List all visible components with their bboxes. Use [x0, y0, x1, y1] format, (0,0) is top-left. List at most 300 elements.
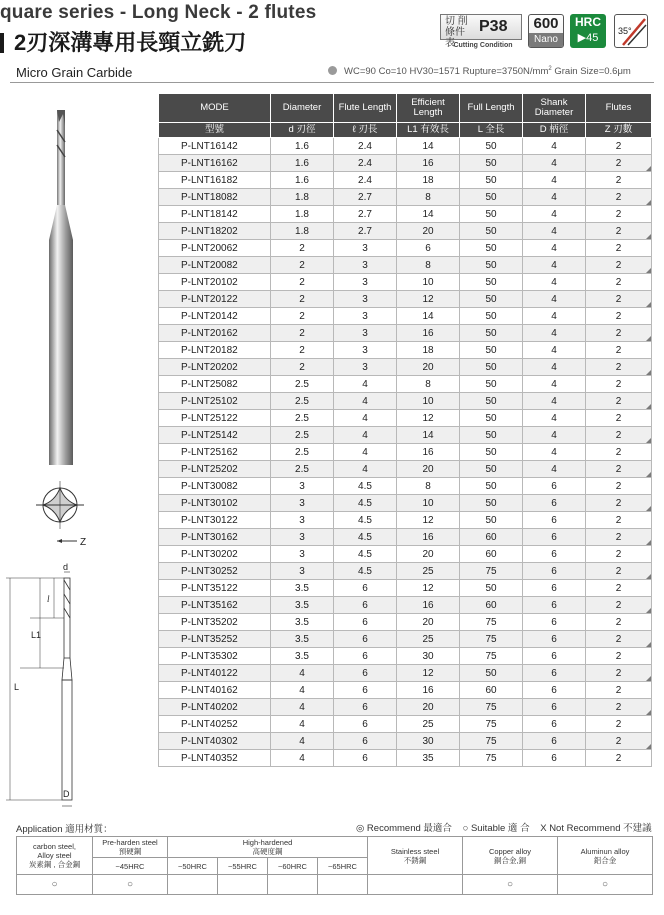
cutting-condition-code: P38 [479, 18, 508, 35]
cell-flutes: 2 [586, 546, 652, 563]
spec-table [158, 93, 652, 767]
cell-diameter: 2.5 [271, 427, 334, 444]
cell-efficient-length: 35 [397, 750, 460, 767]
cell-flutes: 2 [586, 342, 652, 359]
cell-model: P-LNT40162 [159, 682, 271, 699]
cell-full-length: 50 [460, 393, 523, 410]
cell-diameter: 3.5 [271, 614, 334, 631]
cell-shank-diameter: 4 [523, 257, 586, 274]
cell-model: P-LNT18082 [159, 189, 271, 206]
app-mark-65hrc [318, 875, 368, 895]
table-row [159, 291, 652, 308]
cell-efficient-length: 30 [397, 648, 460, 665]
cell-shank-diameter: 4 [523, 376, 586, 393]
cell-full-length: 50 [460, 410, 523, 427]
cell-diameter: 2 [271, 342, 334, 359]
cell-full-length: 75 [460, 750, 523, 767]
cell-efficient-length: 18 [397, 172, 460, 189]
cell-shank-diameter: 6 [523, 478, 586, 495]
cell-efficient-length: 16 [397, 155, 460, 172]
cell-model: P-LNT16142 [159, 138, 271, 155]
cell-full-length: 75 [460, 648, 523, 665]
cell-shank-diameter: 6 [523, 631, 586, 648]
cell-shank-diameter: 6 [523, 512, 586, 529]
cell-diameter: 2.5 [271, 376, 334, 393]
cell-flutes: 2 [586, 393, 652, 410]
cell-flutes: 2 [586, 325, 652, 342]
cell-diameter: 2 [271, 308, 334, 325]
cell-model: P-LNT40122 [159, 665, 271, 682]
cell-flutes: 2 [586, 206, 652, 223]
header-zh-flute-length: ℓ 刃長 [334, 123, 397, 138]
cell-diameter: 2 [271, 274, 334, 291]
cell-full-length: 75 [460, 631, 523, 648]
table-row [159, 172, 652, 189]
cell-flutes: 2 [586, 444, 652, 461]
cell-shank-diameter: 4 [523, 189, 586, 206]
app-col-high-hardened [168, 837, 368, 858]
table-row [159, 342, 652, 359]
nano-coating-label: Nano [529, 33, 563, 47]
cell-efficient-length: 14 [397, 138, 460, 155]
cell-shank-diameter: 6 [523, 546, 586, 563]
app-copper-2: 銅合金,銅 [493, 855, 527, 865]
spec-note-tail: Grain Size=0.6μm [551, 66, 631, 78]
cell-shank-diameter: 4 [523, 308, 586, 325]
table-row [159, 546, 652, 563]
cell-flute-length: 6 [334, 631, 397, 648]
cell-efficient-length: 16 [397, 597, 460, 614]
hrc-key: HRC [575, 15, 601, 29]
cell-diameter: 1.6 [271, 138, 334, 155]
cell-model: P-LNT35162 [159, 597, 271, 614]
header-flute-length: Flute Length [334, 94, 397, 123]
cell-efficient-length: 12 [397, 512, 460, 529]
endmill-photo-icon [49, 110, 73, 465]
cell-diameter: 4 [271, 750, 334, 767]
cell-full-length: 50 [460, 223, 523, 240]
app-carbon-1: carbon steel, [33, 842, 76, 851]
header-shank-diameter: Shank Diameter [523, 94, 586, 123]
cell-diameter: 4 [271, 682, 334, 699]
app-aluminum-2: 鋁合金 [593, 855, 617, 865]
spec-note-sup: 2 [548, 66, 552, 72]
cell-flutes: 2 [586, 257, 652, 274]
cell-shank-diameter: 4 [523, 172, 586, 189]
header-zh-flutes: Z 刃數 [586, 123, 652, 138]
cell-efficient-length: 12 [397, 665, 460, 682]
cell-efficient-length: 12 [397, 291, 460, 308]
cell-model: P-LNT20202 [159, 359, 271, 376]
spec-note: WC=90 Co=10 HV30=1571 Rupture=3750N/mm [344, 66, 549, 78]
cell-diameter: 1.8 [271, 206, 334, 223]
cell-flute-length: 4.5 [334, 478, 397, 495]
cell-flute-length: 3 [334, 342, 397, 359]
app-preharden-2: 預硬鋼 [118, 847, 142, 856]
cell-efficient-length: 16 [397, 444, 460, 461]
cell-full-length: 50 [460, 240, 523, 257]
cell-diameter: 2.5 [271, 461, 334, 478]
cell-full-length: 50 [460, 325, 523, 342]
cell-model: P-LNT25122 [159, 410, 271, 427]
cell-diameter: 3.5 [271, 648, 334, 665]
corner-marker-icon [646, 642, 651, 647]
cell-shank-diameter: 4 [523, 427, 586, 444]
label-L: L [14, 682, 20, 692]
app-sub-preharden: ~45HRC [93, 858, 168, 875]
cell-flutes: 2 [586, 291, 652, 308]
spec-table-body [159, 138, 652, 767]
cell-flutes: 2 [586, 665, 652, 682]
cell-shank-diameter: 6 [523, 597, 586, 614]
cell-model: P-LNT20182 [159, 342, 271, 359]
app-col-aluminum [558, 837, 653, 875]
table-row [159, 563, 652, 580]
table-row [159, 257, 652, 274]
cutting-cn-line2: 條件表 [445, 27, 465, 49]
cell-flute-length: 6 [334, 648, 397, 665]
cell-full-length: 50 [460, 580, 523, 597]
cell-shank-diameter: 4 [523, 359, 586, 376]
header-zh-full-length: L 全長 [460, 123, 523, 138]
cell-shank-diameter: 6 [523, 682, 586, 699]
cell-flutes: 2 [586, 172, 652, 189]
cell-diameter: 3 [271, 563, 334, 580]
cell-model: P-LNT30202 [159, 546, 271, 563]
title-bar [0, 33, 4, 53]
cell-model: P-LNT30102 [159, 495, 271, 512]
helix-angle-badge [614, 14, 648, 48]
cell-flute-length: 3 [334, 359, 397, 376]
cell-model: P-LNT30082 [159, 478, 271, 495]
cell-diameter: 1.6 [271, 155, 334, 172]
cell-flute-length: 3 [334, 274, 397, 291]
cell-flutes: 2 [586, 274, 652, 291]
endmill-end-view-icon [36, 481, 84, 543]
application-header-row [17, 837, 653, 858]
cell-efficient-length: 8 [397, 189, 460, 206]
cell-model: P-LNT25102 [159, 393, 271, 410]
material-spec [328, 66, 631, 77]
cell-full-length: 75 [460, 733, 523, 750]
cell-efficient-length: 20 [397, 699, 460, 716]
cell-diameter: 2 [271, 240, 334, 257]
cell-flutes: 2 [586, 495, 652, 512]
cell-model: P-LNT20142 [159, 308, 271, 325]
title-chinese-text: 2刃深溝專用長頸立銑刀 [14, 30, 247, 55]
cell-model: P-LNT18202 [159, 223, 271, 240]
cell-flutes: 2 [586, 410, 652, 427]
cell-full-length: 50 [460, 274, 523, 291]
cell-efficient-length: 25 [397, 631, 460, 648]
cell-diameter: 2 [271, 325, 334, 342]
cell-flute-length: 2.7 [334, 189, 397, 206]
cell-flutes: 2 [586, 427, 652, 444]
cell-shank-diameter: 6 [523, 495, 586, 512]
cell-efficient-length: 25 [397, 563, 460, 580]
app-mark-60hrc [268, 875, 318, 895]
header-flutes: Flutes [586, 94, 652, 123]
hrc-badge [570, 14, 606, 48]
nano-coating-badge [528, 14, 564, 48]
cell-model: P-LNT25142 [159, 427, 271, 444]
cell-full-length: 50 [460, 206, 523, 223]
table-row [159, 665, 652, 682]
cell-flute-length: 4 [334, 427, 397, 444]
cell-shank-diameter: 6 [523, 733, 586, 750]
cell-flute-length: 6 [334, 716, 397, 733]
corner-marker-icon [646, 268, 651, 273]
cell-flute-length: 3 [334, 240, 397, 257]
table-row [159, 223, 652, 240]
cell-flute-length: 2.7 [334, 206, 397, 223]
material-label: Micro Grain Carbide [16, 65, 133, 80]
cell-full-length: 50 [460, 495, 523, 512]
cell-model: P-LNT16182 [159, 172, 271, 189]
cell-flute-length: 4.5 [334, 546, 397, 563]
table-row [159, 138, 652, 155]
tool-drawings [0, 90, 160, 810]
cell-model: P-LNT20062 [159, 240, 271, 257]
cell-diameter: 2 [271, 257, 334, 274]
cell-efficient-length: 18 [397, 342, 460, 359]
cell-flute-length: 3 [334, 325, 397, 342]
hrc-value: ▶45 [577, 32, 599, 44]
cell-diameter: 2.5 [271, 393, 334, 410]
cell-shank-diameter: 4 [523, 461, 586, 478]
app-col-copper [463, 837, 558, 875]
cell-model: P-LNT20122 [159, 291, 271, 308]
table-row [159, 631, 652, 648]
corner-marker-icon [646, 540, 651, 545]
cell-efficient-length: 10 [397, 274, 460, 291]
cell-shank-diameter: 6 [523, 529, 586, 546]
cell-full-length: 50 [460, 257, 523, 274]
table-row [159, 512, 652, 529]
app-preharden-1: Pre-harden steel [102, 838, 158, 847]
cell-diameter: 2 [271, 359, 334, 376]
header-diameter: Diameter [271, 94, 334, 123]
cell-flute-length: 6 [334, 733, 397, 750]
app-carbon-2: Alloy steel [37, 851, 72, 860]
cell-shank-diameter: 4 [523, 155, 586, 172]
cell-flute-length: 6 [334, 682, 397, 699]
cell-flutes: 2 [586, 580, 652, 597]
cell-full-length: 60 [460, 682, 523, 699]
application-table [16, 836, 653, 895]
table-row [159, 461, 652, 478]
table-row [159, 189, 652, 206]
app-mark-55hrc [218, 875, 268, 895]
cell-flute-length: 4.5 [334, 563, 397, 580]
table-row [159, 733, 652, 750]
cell-flute-length: 4.5 [334, 495, 397, 512]
table-row [159, 155, 652, 172]
cell-shank-diameter: 6 [523, 580, 586, 597]
cell-efficient-length: 12 [397, 410, 460, 427]
cell-efficient-length: 14 [397, 427, 460, 444]
cell-efficient-length: 20 [397, 461, 460, 478]
cell-model: P-LNT16162 [159, 155, 271, 172]
cell-model: P-LNT25162 [159, 444, 271, 461]
cell-diameter: 4 [271, 665, 334, 682]
cell-flute-length: 4 [334, 461, 397, 478]
cell-shank-diameter: 4 [523, 274, 586, 291]
cell-flutes: 2 [586, 529, 652, 546]
app-sub-55hrc: ~55HRC [218, 858, 268, 875]
cell-flute-length: 4 [334, 376, 397, 393]
table-row [159, 750, 652, 767]
cell-diameter: 3.5 [271, 597, 334, 614]
cell-full-length: 50 [460, 172, 523, 189]
cell-flute-length: 6 [334, 665, 397, 682]
spec-dot-icon [328, 66, 337, 75]
cell-efficient-length: 16 [397, 682, 460, 699]
cell-flutes: 2 [586, 478, 652, 495]
cutting-cn-line1: 切 削 [445, 16, 468, 27]
cell-shank-diameter: 6 [523, 648, 586, 665]
app-mark-stainless [368, 875, 463, 895]
cell-efficient-length: 8 [397, 257, 460, 274]
label-L1: L1 [31, 630, 42, 640]
title-english: quare series - Long Neck - 2 flutes [0, 2, 317, 23]
corner-marker-icon [646, 506, 651, 511]
cell-shank-diameter: 4 [523, 138, 586, 155]
cell-diameter: 2.5 [271, 444, 334, 461]
cell-flute-length: 4.5 [334, 529, 397, 546]
cell-model: P-LNT40202 [159, 699, 271, 716]
cell-shank-diameter: 6 [523, 699, 586, 716]
cell-full-length: 50 [460, 359, 523, 376]
cell-model: P-LNT20162 [159, 325, 271, 342]
cell-diameter: 4 [271, 733, 334, 750]
header-efficient-length: Efficient Length [397, 94, 460, 123]
corner-marker-icon [646, 574, 651, 579]
cell-diameter: 3.5 [271, 631, 334, 648]
app-mark-copper: ○ [463, 875, 558, 895]
app-sub-50hrc: ~50HRC [168, 858, 218, 875]
cell-full-length: 50 [460, 189, 523, 206]
table-row [159, 529, 652, 546]
cell-efficient-length: 20 [397, 614, 460, 631]
cell-flutes: 2 [586, 750, 652, 767]
table-row [159, 699, 652, 716]
corner-marker-icon [646, 200, 651, 205]
cell-flute-length: 2.7 [334, 223, 397, 240]
cell-model: P-LNT35122 [159, 580, 271, 597]
header-divider [10, 82, 654, 83]
cell-full-length: 75 [460, 699, 523, 716]
cell-model: P-LNT30122 [159, 512, 271, 529]
application-label: Application 適用材質： [16, 824, 113, 835]
cell-full-length: 50 [460, 427, 523, 444]
app-stainless-1: Stainless steel [390, 846, 440, 856]
cell-efficient-length: 25 [397, 716, 460, 733]
cell-shank-diameter: 4 [523, 206, 586, 223]
cell-flute-length: 2.4 [334, 155, 397, 172]
cell-flutes: 2 [586, 240, 652, 257]
app-copper-1: Copper alloy [488, 846, 532, 856]
cell-efficient-length: 30 [397, 733, 460, 750]
header-full-length: Full Length [460, 94, 523, 123]
cell-shank-diameter: 4 [523, 240, 586, 257]
cell-efficient-length: 16 [397, 529, 460, 546]
cell-flute-length: 4 [334, 393, 397, 410]
cell-efficient-length: 20 [397, 546, 460, 563]
cell-flute-length: 6 [334, 580, 397, 597]
cell-efficient-length: 16 [397, 325, 460, 342]
cell-diameter: 1.6 [271, 172, 334, 189]
cell-flute-length: 6 [334, 597, 397, 614]
cell-full-length: 60 [460, 546, 523, 563]
cell-flute-length: 2.4 [334, 172, 397, 189]
cell-diameter: 3 [271, 529, 334, 546]
app-mark-aluminum: ○ [558, 875, 653, 895]
cell-flutes: 2 [586, 614, 652, 631]
cell-flutes: 2 [586, 308, 652, 325]
label-d: d [63, 562, 69, 572]
cell-full-length: 60 [460, 597, 523, 614]
cell-flute-length: 2.4 [334, 138, 397, 155]
cell-flutes: 2 [586, 138, 652, 155]
application-marks-row [17, 875, 653, 895]
table-row [159, 274, 652, 291]
cell-diameter: 3 [271, 478, 334, 495]
cell-diameter: 1.8 [271, 189, 334, 206]
table-row [159, 359, 652, 376]
cell-flutes: 2 [586, 359, 652, 376]
cell-diameter: 3.5 [271, 580, 334, 597]
cell-full-length: 50 [460, 342, 523, 359]
cell-diameter: 2.5 [271, 410, 334, 427]
corner-marker-icon [646, 744, 651, 749]
table-row [159, 597, 652, 614]
cell-flute-length: 3 [334, 291, 397, 308]
legend-suitable: ○ Suitable 適 合 [462, 823, 530, 834]
legend-recommend: ◎ Recommend 最適合 [356, 823, 452, 834]
corner-marker-icon [646, 302, 651, 307]
cell-full-length: 50 [460, 444, 523, 461]
cell-full-length: 50 [460, 665, 523, 682]
table-row [159, 495, 652, 512]
header-zh-shank-diameter: D 柄徑 [523, 123, 586, 138]
cell-model: P-LNT30162 [159, 529, 271, 546]
table-row [159, 325, 652, 342]
cell-full-length: 50 [460, 138, 523, 155]
cell-flutes: 2 [586, 699, 652, 716]
cell-full-length: 75 [460, 563, 523, 580]
cell-efficient-length: 14 [397, 308, 460, 325]
cell-model: P-LNT20082 [159, 257, 271, 274]
cell-full-length: 75 [460, 614, 523, 631]
cell-flutes: 2 [586, 461, 652, 478]
cell-flute-length: 6 [334, 750, 397, 767]
cell-model: P-LNT20102 [159, 274, 271, 291]
cell-shank-diameter: 4 [523, 444, 586, 461]
corner-marker-icon [646, 438, 651, 443]
app-carbon-3: 炭素鋼 , 合金鋼 [28, 860, 81, 869]
cell-full-length: 50 [460, 512, 523, 529]
table-row [159, 478, 652, 495]
table-row [159, 648, 652, 665]
cell-full-length: 50 [460, 155, 523, 172]
cell-diameter: 4 [271, 716, 334, 733]
legend-not-recommend: X Not Recommend 不建議 [540, 823, 652, 834]
cell-efficient-length: 6 [397, 240, 460, 257]
table-row [159, 716, 652, 733]
cell-efficient-length: 8 [397, 376, 460, 393]
title-chinese [0, 26, 246, 57]
